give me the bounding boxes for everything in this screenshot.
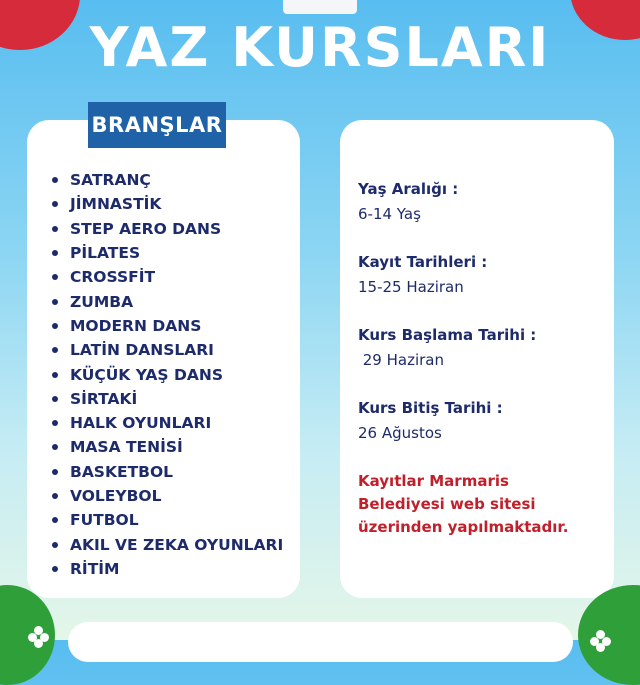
end-date-label: Kurs Bitiş Tarihi : [358,399,503,417]
age-range-value: 6-14 Yaş [358,205,421,223]
list-item: HALK OYUNLARI [52,411,283,435]
bullet-icon [52,299,58,305]
list-item: FUTBOL [52,508,283,532]
bullet-icon [52,444,58,450]
registration-dates-value: 15-25 Haziran [358,278,464,296]
end-date-value: 26 Ağustos [358,424,442,442]
list-item: ZUMBA [52,289,283,313]
bullet-icon [52,420,58,426]
registration-dates-block [358,253,487,296]
bottom-card [68,622,573,662]
list-item: BASKETBOL [52,460,283,484]
bullet-icon [52,201,58,207]
end-date-block [358,399,503,442]
start-date-value: 29 Haziran [358,351,445,369]
list-item: SATRANÇ [52,168,283,192]
list-item: KÜÇÜK YAŞ DANS [52,362,283,386]
list-item: PİLATES [52,241,283,265]
bullet-icon [52,542,58,548]
bullet-icon [52,566,58,572]
list-item: SİRTAKİ [52,387,283,411]
bullet-icon [52,517,58,523]
list-item: LATİN DANSLARI [52,338,283,362]
bullet-icon [52,372,58,378]
bullet-icon [52,493,58,499]
list-item: MODERN DANS [52,314,283,338]
flower-icon [28,626,50,648]
bullet-icon [52,396,58,402]
list-item: JİMNASTİK [52,192,283,216]
age-range-label: Yaş Aralığı : [358,180,459,198]
start-date-label: Kurs Başlama Tarihi : [358,326,537,344]
start-date-block [358,326,536,369]
list-item: STEP AERO DANS [52,217,283,241]
registration-notice: Kayıtlar Marmaris Belediyesi web sitesi üzerinden yapılmaktadır. [358,472,569,536]
bullet-icon [52,274,58,280]
list-item: AKIL VE ZEKA OYUNLARI [52,532,283,556]
bullet-icon [52,250,58,256]
list-item: CROSSFİT [52,265,283,289]
top-tab-decoration [283,0,357,14]
list-item: MASA TENİSİ [52,435,283,459]
bullet-icon [52,469,58,475]
branches-heading: BRANŞLAR [88,102,226,148]
page-title: YAZ KURSLARI [89,16,551,79]
registration-dates-label: Kayıt Tarihleri : [358,253,488,271]
bullet-icon [52,323,58,329]
bullet-icon [52,177,58,183]
list-item: VOLEYBOL [52,484,283,508]
age-range-block [358,180,458,223]
flower-icon [590,630,612,652]
list-item: RİTİM [52,557,283,581]
bullet-icon [52,347,58,353]
bullet-icon [52,226,58,232]
branch-list [52,168,283,581]
